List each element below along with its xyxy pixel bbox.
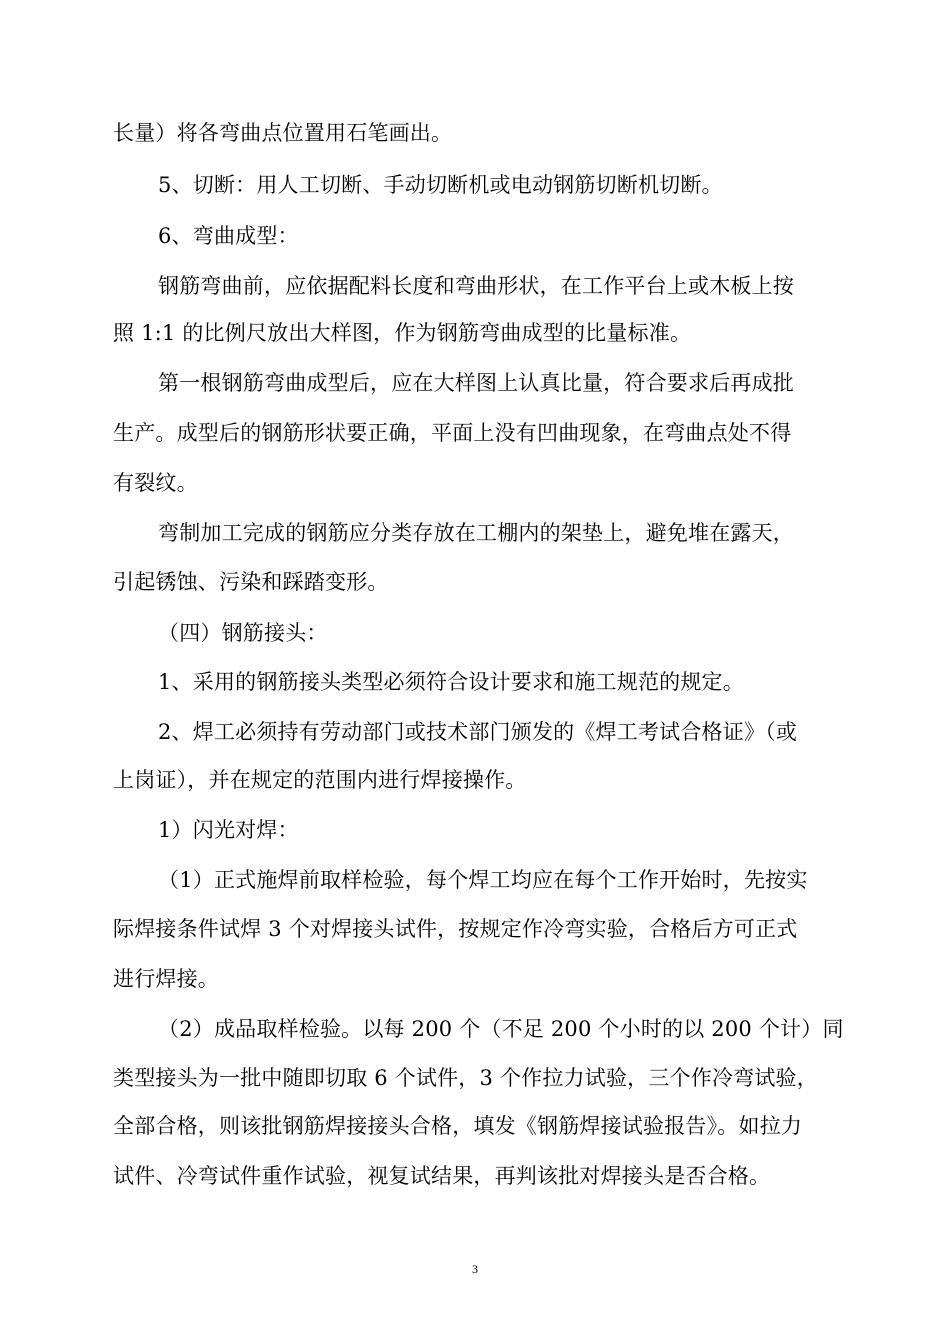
text-line: 6、弯曲成型： bbox=[158, 224, 299, 248]
text-line: 生产。成型后的钢筋形状要正确，平面上没有凹曲现象，在弯曲点处不得 bbox=[113, 421, 792, 445]
text-line: 有裂纹。 bbox=[113, 471, 198, 495]
text-line: （1）正式施焊前取样检验，每个焊工均应在每个工作开始时，先按实 bbox=[158, 868, 808, 892]
text-line: 1、采用的钢筋接头类型必须符合设计要求和施工规范的规定。 bbox=[158, 670, 744, 694]
text-line: 全部合格，则该批钢筋焊接接头合格，填发《钢筋焊接试验报告》。如拉力 bbox=[113, 1114, 803, 1138]
text-line: （2）成品取样检验。以每 200 个（不足 200 个小时的以 200 个计）同 bbox=[158, 1017, 844, 1041]
text-line: 第一根钢筋弯曲成型后，应在大样图上认真比量，符合要求后再成批 bbox=[158, 371, 794, 395]
text-line: 类型接头为一批中随即切取 6 个试件，3 个作拉力试验，三个作冷弯试验， bbox=[113, 1066, 818, 1090]
text-line: 5、切断：用人工切断、手动切断机或电动钢筋切断机切断。 bbox=[158, 173, 723, 197]
text-line: 试件、冷弯试件重作试验，视复试结果，再判该批对焊接头是否合格。 bbox=[113, 1164, 771, 1188]
text-line: 引起锈蚀、污染和踩踏变形。 bbox=[113, 570, 389, 594]
text-line: 进行焊接。 bbox=[113, 967, 219, 991]
text-line: 际焊接条件试焊 3 个对焊接头试件，按规定作冷弯实验，合格后方可正式 bbox=[113, 917, 798, 941]
text-line: 上岗证），并在规定的范围内进行焊接操作。 bbox=[113, 768, 527, 792]
text-line: （四）钢筋接头： bbox=[158, 621, 328, 645]
text-line: 照 1:1 的比例尺放出大样图，作为钢筋弯曲成型的比量标准。 bbox=[113, 321, 692, 345]
text-line: 2、焊工必须持有劳动部门或技术部门颁发的《焊工考试合格证》（或 bbox=[158, 720, 798, 744]
text-line: 钢筋弯曲前，应依据配料长度和弯曲形状，在工作平台上或木板上按 bbox=[158, 274, 794, 298]
text-line: 长量）将各弯曲点位置用石笔画出。 bbox=[113, 121, 453, 145]
text-line: 1）闪光对焊： bbox=[158, 818, 299, 842]
page-number: 3 bbox=[472, 1262, 478, 1276]
text-line: 弯制加工完成的钢筋应分类存放在工棚内的架垫上，避免堆在露天， bbox=[158, 521, 794, 545]
